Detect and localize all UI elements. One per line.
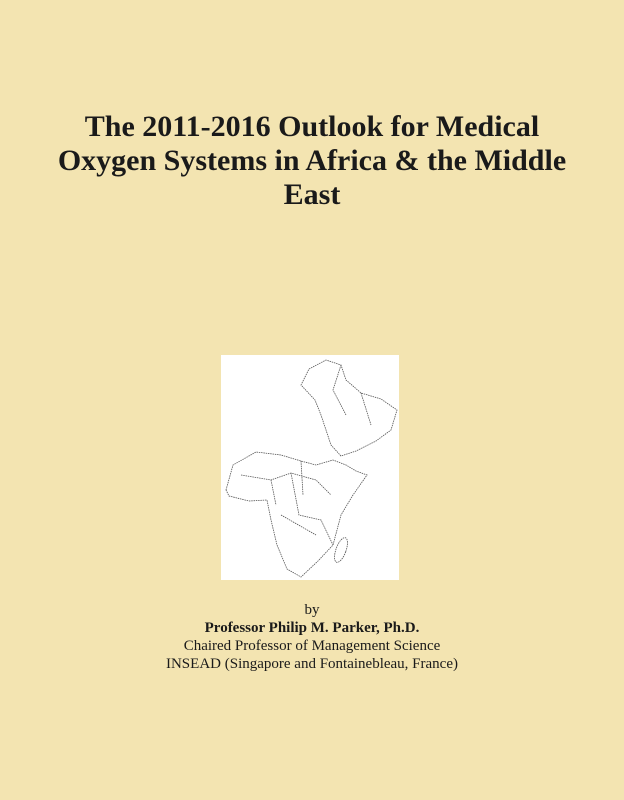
africa-middle-east-map bbox=[221, 355, 399, 580]
author-affiliation: INSEAD (Singapore and Fontainebleau, France) bbox=[165, 656, 458, 672]
byline bbox=[0, 601, 624, 673]
book-title: The 2011-2016 Outlook for Medical Oxygen Systems in Africa & the Middle East bbox=[57, 110, 567, 211]
author-position: Chaired Professor of Management Science bbox=[183, 638, 441, 654]
map-outline-icon bbox=[221, 355, 399, 580]
author-name: Professor Philip M. Parker, Ph.D. bbox=[204, 620, 420, 636]
by-label: by bbox=[304, 602, 320, 618]
